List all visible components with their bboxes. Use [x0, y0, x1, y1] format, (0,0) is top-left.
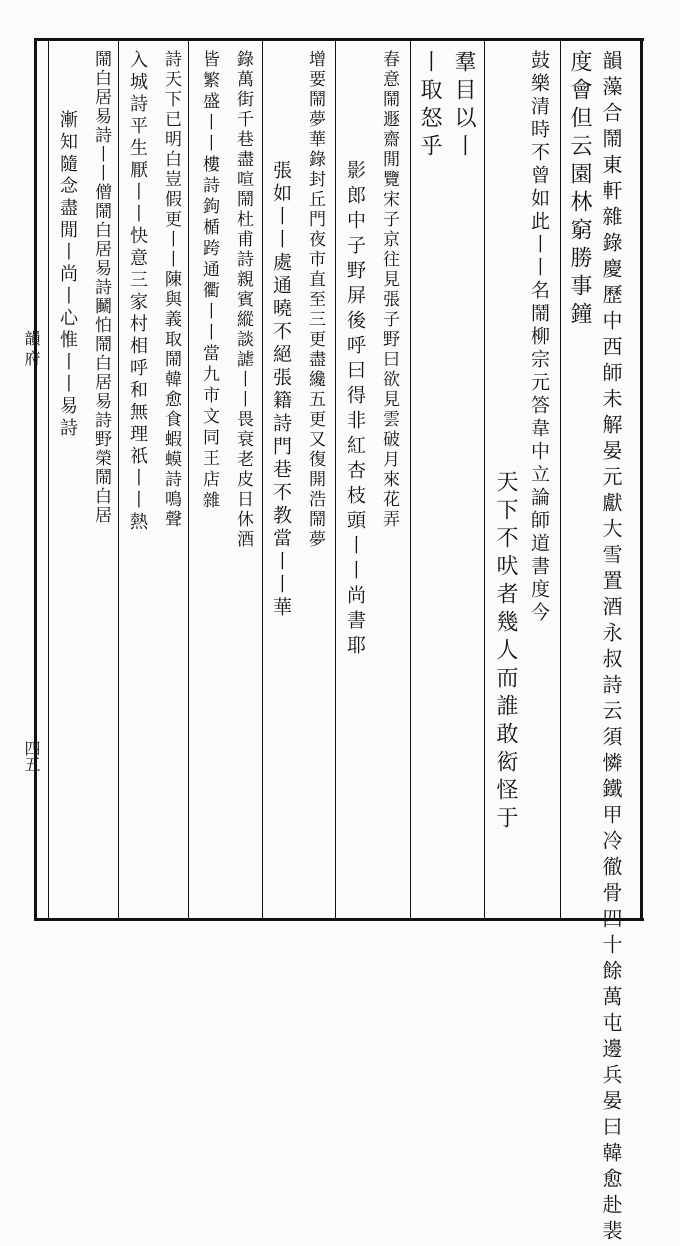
column-rule	[410, 41, 411, 918]
text-column: 皆繁盛丨丨樓詩鉤楯跨通衢丨丨當九市文同王店雜	[199, 50, 219, 512]
text-column: 漸知隨念盡閒丨尚丨心惟丨丨易詩	[57, 110, 78, 440]
margin-book-title: 韻府	[22, 330, 41, 370]
left-border	[34, 38, 37, 921]
column-rule	[188, 41, 189, 918]
text-column: 天下不吠者幾人而誰敢衒怪于	[493, 470, 518, 834]
text-column: 增要鬧夢華錄封丘門夜市直至三更盡纔五更又復開浩鬧夢	[305, 50, 325, 550]
text-column: 錄萬街千巷盡喧鬧杜甫詩親賓縱談謔丨丨畏衰老皮日休酒	[233, 50, 253, 550]
page-number: 四五	[22, 740, 41, 772]
text-column: 鬧白居易詩丨丨僧鬧白居易詩鬭怕鬧白居易詩野榮鬧白居	[91, 50, 111, 525]
column-rule	[484, 41, 485, 918]
text-column: 度會但云園林窮勝事鐘	[567, 50, 592, 330]
text-column: 入城詩平生厭丨丨快意三家村相呼和無理祇丨丨熱	[127, 50, 148, 534]
text-column: 羣目以丨	[451, 50, 476, 162]
text-column: 鼓樂清時不曾如此丨丨名鬧柳宗元答韋中立論師道書度今	[528, 50, 550, 625]
column-rule	[560, 41, 561, 918]
top-border	[34, 38, 644, 41]
text-column: 韻藻合鬧東軒雜錄慶歷中西師未解晏元獻大雪置酒永叔詩云須憐鐵甲冷徹骨四十餘萬屯邊兵晏曰韓愈赴裴	[599, 50, 623, 1246]
text-column: 春意鬧遯齋閒覽宋子京往見張子野曰欲見雲破月來花弄	[379, 50, 399, 530]
text-column: 詩天下已明白豈假更丨丨陳與義取鬧韓愈食蝦蟆詩鳴聲	[161, 50, 181, 530]
column-rule	[118, 41, 119, 918]
right-border	[640, 38, 643, 921]
column-rule	[262, 41, 263, 918]
center-fold-line	[48, 38, 49, 921]
text-column: 影郎中子野屏後呼曰得非紅杏枝頭丨丨尚書耶	[344, 160, 366, 660]
text-column: 丨取怒乎	[417, 50, 442, 162]
column-rule	[335, 41, 336, 918]
text-column: 張如丨丨處通曉不絕張籍詩門巷不教當丨丨華	[270, 160, 292, 620]
bottom-border	[34, 918, 644, 921]
